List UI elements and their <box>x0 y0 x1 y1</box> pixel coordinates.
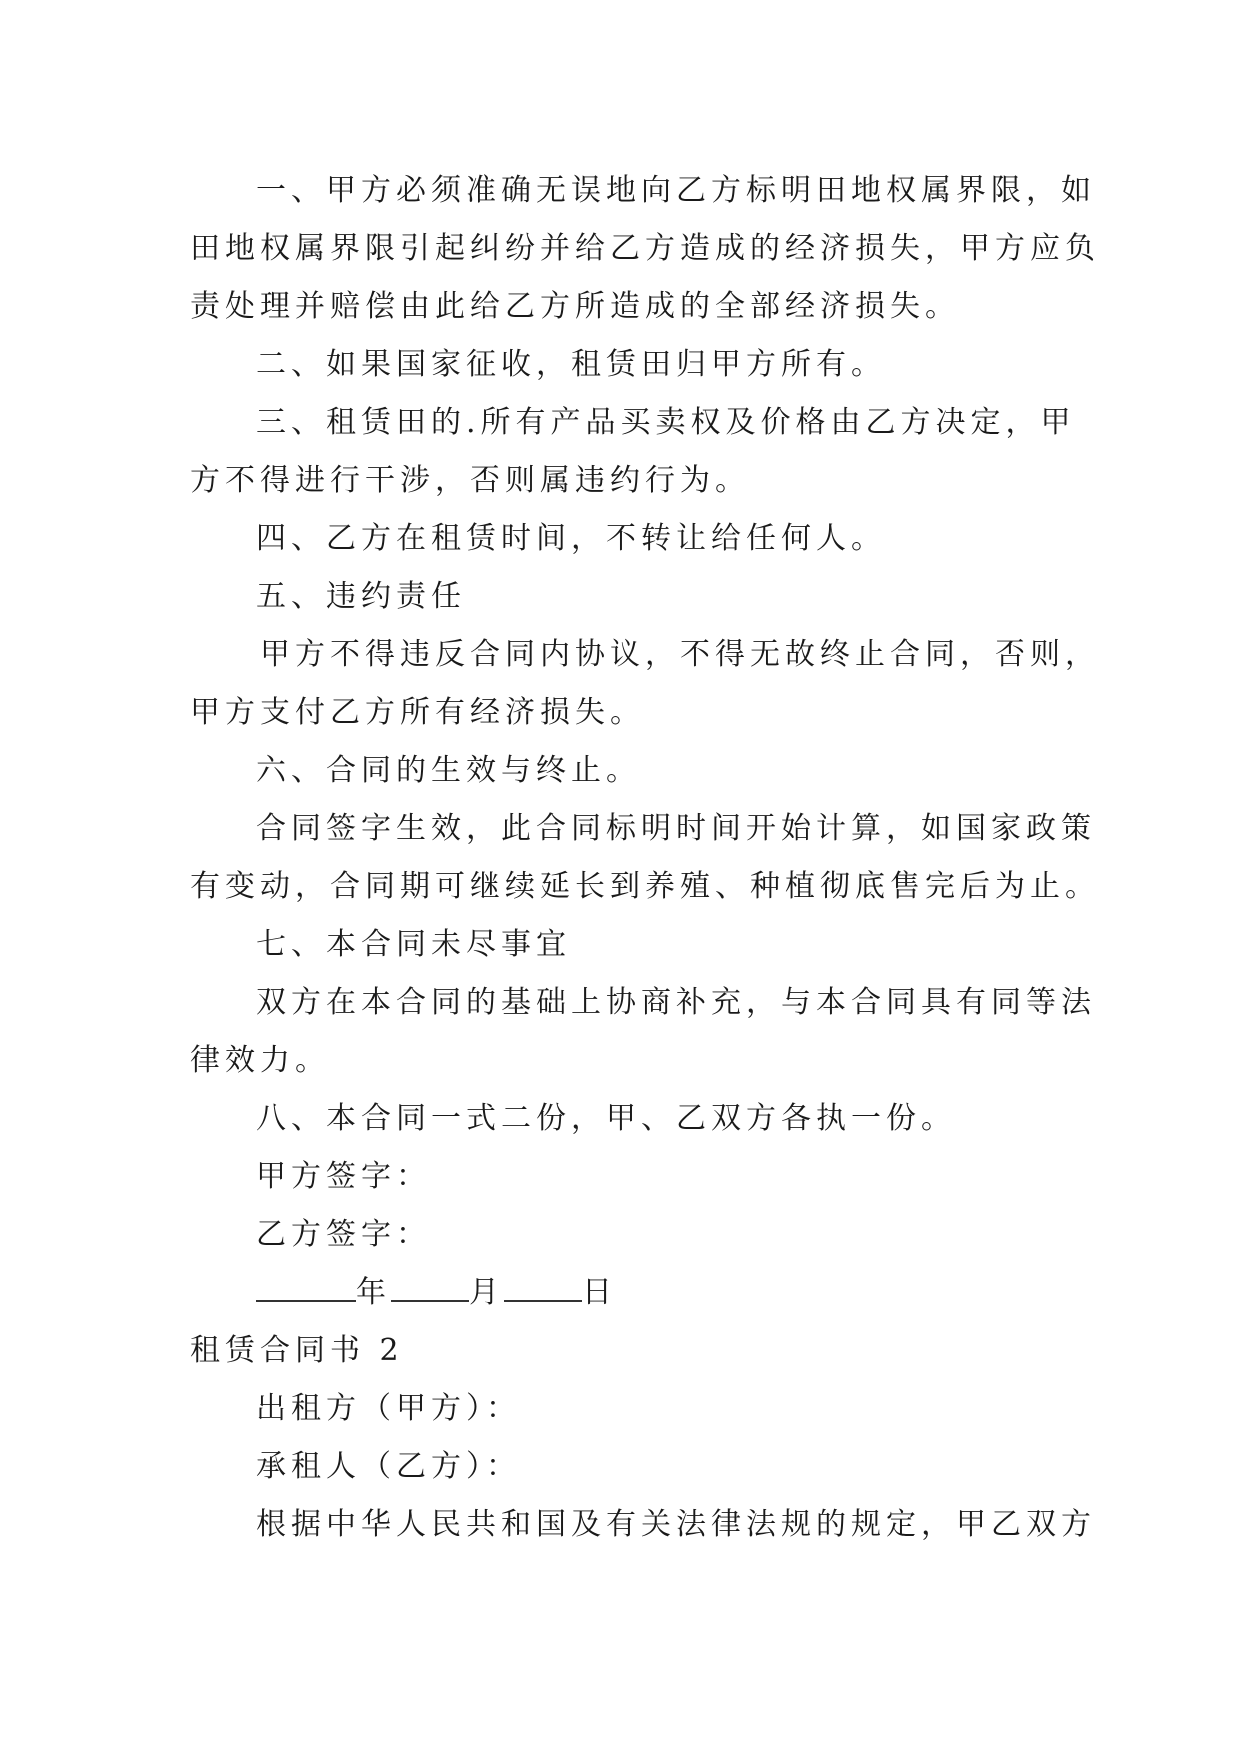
paragraph-line: 田地权属界限引起纠纷并给乙方造成的经济损失，甲方应负 <box>190 231 1100 266</box>
lessee-label: 承租人（乙方）： <box>256 1449 521 1484</box>
paragraph-line: 八、本合同一式二份，甲、乙双方各执一份。 <box>256 1101 956 1136</box>
date-line <box>190 1264 1070 1322</box>
paragraph-line: 责处理并赔偿由此给乙方所造成的全部经济损失。 <box>190 289 960 324</box>
clause-3 <box>190 394 1076 510</box>
paragraph-line: 合同签字生效，此合同标明时间开始计算，如国家政策 <box>256 811 1096 846</box>
clause-6-heading <box>190 742 1070 800</box>
clause-heading: 六、合同的生效与终止。 <box>256 753 641 788</box>
month-blank <box>391 1278 469 1302</box>
paragraph-line: 三、租赁田的.所有产品买卖权及价格由乙方决定，甲 <box>256 405 1076 440</box>
month-label: 月 <box>469 1275 504 1310</box>
paragraph-line: 有变动，合同期可继续延长到养殖、种植彻底售完后为止。 <box>190 869 1100 904</box>
party-a-signature-label: 甲方签字： <box>256 1159 431 1194</box>
clause-5-heading <box>190 568 1070 626</box>
section-title: 租赁合同书 2 <box>190 1333 404 1368</box>
clause-8 <box>190 1090 1070 1148</box>
paragraph-line: 二、如果国家征收，租赁田归甲方所有。 <box>256 347 886 382</box>
clause-4 <box>190 510 1070 568</box>
party-b-signature-label: 乙方签字： <box>256 1217 431 1252</box>
document-body <box>190 162 1100 1554</box>
clause-7-heading <box>190 916 1070 974</box>
paragraph-line: 根据中华人民共和国及有关法律法规的规定，甲乙双方 <box>256 1507 1096 1542</box>
paragraph-line: 一、甲方必须准确无误地向乙方标明田地权属界限，如 <box>256 173 1096 208</box>
paragraph-line: 双方在本合同的基础上协商补充，与本合同具有同等法 <box>256 985 1096 1020</box>
paragraph-line: 甲方支付乙方所有经济损失。 <box>190 695 645 730</box>
clause-1 <box>190 162 1100 336</box>
year-blank <box>256 1278 356 1302</box>
clause-heading: 五、违约责任 <box>256 579 466 614</box>
paragraph-line: 律效力。 <box>190 1043 330 1078</box>
clause-2 <box>190 336 1070 394</box>
clause-7-body <box>190 974 1096 1090</box>
clause-6-body <box>190 800 1100 916</box>
day-label: 日 <box>582 1275 617 1310</box>
paragraph-line: 方不得进行干涉，否则属违约行为。 <box>190 463 750 498</box>
clause-5-body <box>190 626 1100 742</box>
paragraph-line: 四、乙方在租赁时间，不转让给任何人。 <box>256 521 886 556</box>
paragraph-line: 甲方不得违反合同内协议，不得无故终止合同，否则， <box>260 637 1100 672</box>
clause-heading: 七、本合同未尽事宜 <box>256 927 571 962</box>
day-blank <box>504 1278 582 1302</box>
lessor-label: 出租方（甲方）： <box>256 1391 521 1426</box>
year-label: 年 <box>356 1275 391 1310</box>
